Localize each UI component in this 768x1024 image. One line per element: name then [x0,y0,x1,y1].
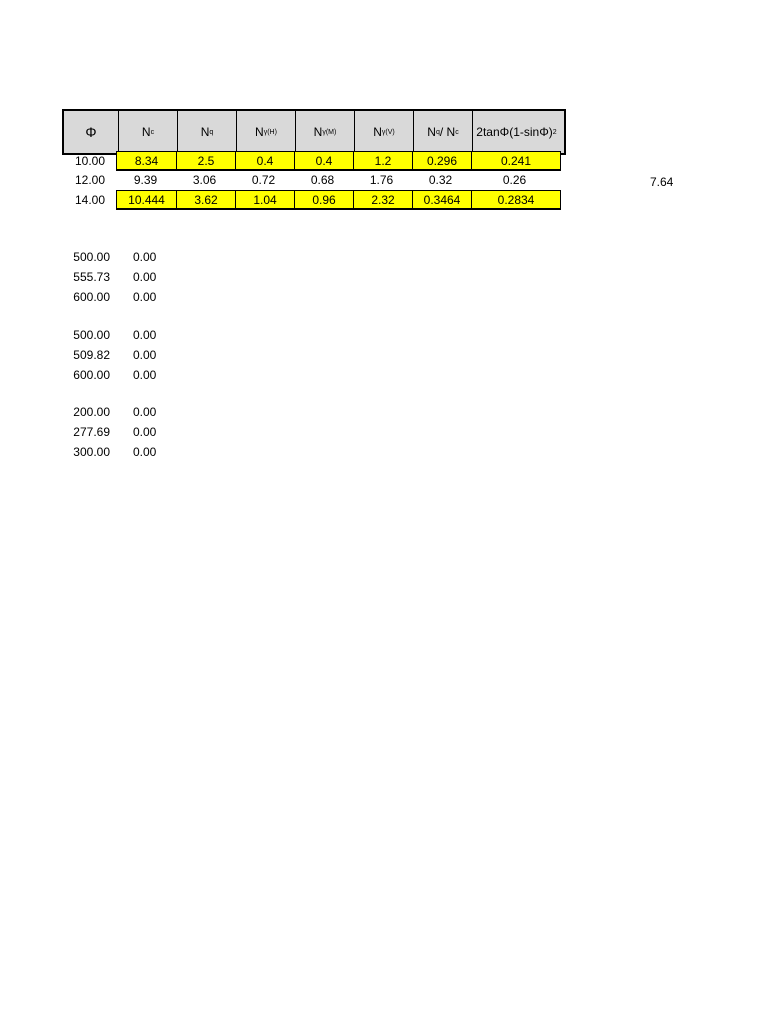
cell-ngamma-m[interactable]: 0.96 [294,191,353,208]
value-b[interactable]: 0.00 [133,445,157,459]
cell-ngamma-v[interactable]: 1.76 [369,173,394,187]
list-item [0,345,200,365]
cell-nc[interactable]: 9.39 [133,173,158,187]
cell-nc[interactable]: 8.34 [134,153,159,168]
value-a[interactable]: 509.82 [73,348,110,362]
cell-ngamma-h[interactable]: 0.72 [251,173,276,187]
value-a[interactable]: 555.73 [73,270,110,284]
value-a[interactable]: 277.69 [73,425,110,439]
value-b[interactable]: 0.00 [133,425,157,439]
header-phi[interactable]: Φ [85,124,97,140]
phi-value[interactable]: 10.00 [74,154,105,168]
list-item [0,287,200,307]
value-a[interactable]: 200.00 [73,405,110,419]
cell-tan-expression[interactable]: 0.2834 [471,191,560,208]
value-b[interactable]: 0.00 [133,368,157,382]
list-item [0,365,200,385]
cell-tan-expression[interactable]: 0.26 [502,173,527,187]
value-a[interactable]: 500.00 [73,250,110,264]
cell-nq-over-nc[interactable]: 0.32 [428,173,453,187]
cell-ngamma-m[interactable]: 0.68 [310,173,335,187]
header-ngamma-m[interactable]: N γ(M) [295,111,354,153]
list-item [0,325,200,345]
cell-nc[interactable]: 10.444 [128,192,165,207]
value-b[interactable]: 0.00 [133,348,157,362]
phi-value[interactable]: 12.00 [74,173,105,187]
cell-ngamma-h[interactable]: 0.4 [235,152,294,169]
cell-ngamma-v[interactable]: 1.2 [353,152,412,169]
value-a[interactable]: 600.00 [73,290,110,304]
header-nq[interactable]: N q [177,111,236,153]
table-header [62,109,566,155]
value-a[interactable]: 600.00 [73,368,110,382]
table-row [116,190,561,210]
table-row [116,151,561,171]
list-item [0,402,200,422]
cell-nq[interactable]: 3.62 [176,191,235,208]
value-a[interactable]: 300.00 [73,445,110,459]
header-tan-expression[interactable]: 2tanΦ(1-sinΦ) 2 [472,111,560,153]
value-b[interactable]: 0.00 [133,405,157,419]
value-b[interactable]: 0.00 [133,250,157,264]
value-a[interactable]: 500.00 [73,328,110,342]
value-b[interactable]: 0.00 [133,328,157,342]
cell-ngamma-v[interactable]: 2.32 [353,191,412,208]
cell-nq[interactable]: 2.5 [176,152,235,169]
phi-value[interactable]: 14.00 [74,193,105,207]
value-b[interactable]: 0.00 [133,290,157,304]
table-row [116,170,559,190]
cell-nq-over-nc[interactable]: 0.3464 [412,191,471,208]
value-b[interactable]: 0.00 [133,270,157,284]
cell-ngamma-h[interactable]: 1.04 [235,191,294,208]
list-item [0,267,200,287]
header-ngamma-h[interactable]: N γ(H) [236,111,295,153]
header-nc[interactable]: N c [118,111,177,153]
header-nq-over-nc[interactable]: N q / N c [413,111,472,153]
cell-nq-over-nc[interactable]: 0.296 [412,152,471,169]
cell-tan-expression[interactable]: 0.241 [471,152,560,169]
list-item [0,247,200,267]
cell-nq[interactable]: 3.06 [192,173,217,187]
list-item [0,442,200,462]
header-ngamma-v[interactable]: N γ(V) [354,111,413,153]
side-value-cell[interactable]: 7.64 [650,175,674,189]
list-item [0,422,200,442]
cell-ngamma-m[interactable]: 0.4 [294,152,353,169]
